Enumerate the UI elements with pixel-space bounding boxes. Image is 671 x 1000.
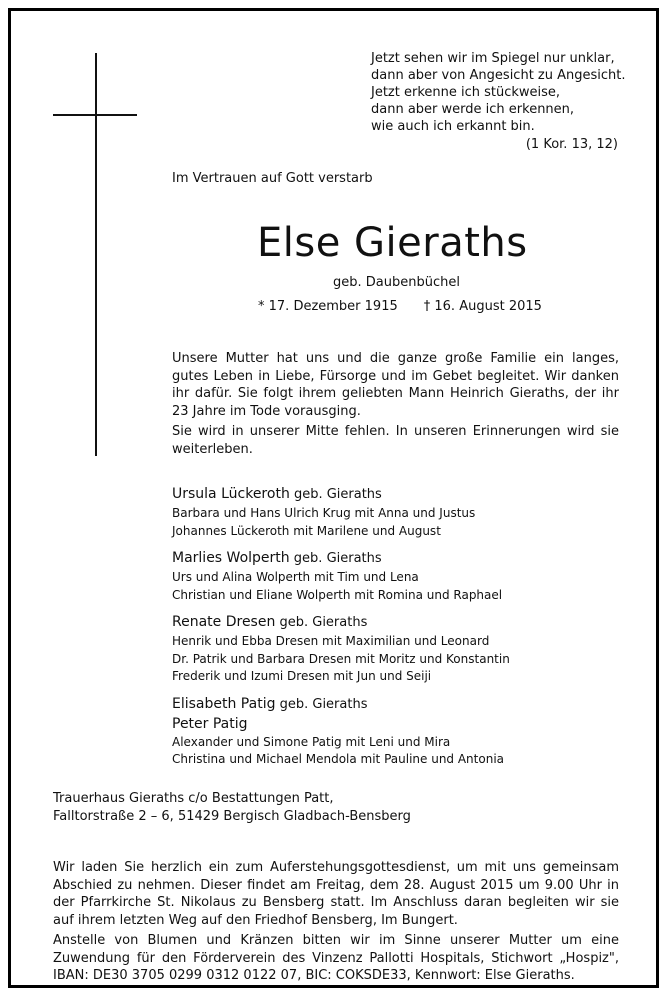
message-paragraph: Sie wird in unserer Mitte fehlen. In unseren Erinnerungen wird sie weiterleben.: [172, 424, 619, 457]
death-date: † 16. August 2015: [423, 299, 542, 314]
birth-date: * 17. Dezember 1915: [258, 299, 398, 314]
family-head: [172, 548, 612, 569]
life-dates: [258, 299, 542, 314]
family-member: Frederik und Izumi Dresen mit Jun und Seiji: [172, 669, 432, 683]
intro-text: Im Vertrauen auf Gott verstarb: [172, 171, 373, 186]
family-head-name: Renate Dresen: [172, 614, 276, 630]
family-head: [172, 694, 612, 715]
family-member: Johannes Lückeroth mit Marilene und August: [172, 523, 441, 538]
verse-reference: (1 Kor. 13, 12): [525, 137, 618, 152]
family-member: Christina und Michael Mendola mit Pauline und Antonia: [172, 752, 505, 766]
family-head-nee: geb. Gieraths: [279, 696, 368, 712]
cross-icon-bar: [53, 114, 137, 116]
message-paragraph: Unsere Mutter hat uns und die ganze große Familie ein langes, gutes Leben in Liebe, Fürsorge und im Gebet begleitet. Wir danken ihr dafür. Sie folgt ihrem geliebten Mann Heinrich Gieraths, der ihr 23 Jahre im Tode vorausging.: [172, 351, 619, 419]
family-member: Alexander und Simone Patig mit Leni und Mira: [172, 734, 451, 749]
verse-line: Jetzt sehen wir im Spiegel nur unklar,: [371, 51, 615, 66]
deceased-name: Else Gieraths: [257, 220, 528, 266]
address-line: Falltorstraße 2 – 6, 51429 Bergisch Gladbach-Bensberg: [53, 809, 411, 824]
bible-verse: [371, 50, 631, 135]
address-line: Trauerhaus Gieraths c/o Bestattungen Patt,: [53, 791, 334, 806]
verse-line: Jetzt erkenne ich stückweise,: [371, 85, 561, 100]
service-invitation: [53, 859, 619, 987]
family-head-nee: geb. Gieraths: [279, 615, 368, 630]
family-head: [172, 612, 612, 633]
family-message: [172, 350, 619, 461]
family-head-nee: geb. Gieraths: [293, 551, 382, 566]
family-head-name: Marlies Wolperth: [172, 550, 290, 566]
family-member: Christian und Eliane Wolperth mit Romina und Raphael: [172, 587, 503, 602]
family-spouse: Peter Patig: [172, 715, 248, 732]
family-group: [172, 694, 612, 769]
maiden-name: geb. Daubenbüchel: [333, 275, 460, 290]
verse-line: dann aber werde ich erkennen,: [371, 102, 575, 117]
mourning-house-address: [53, 790, 411, 826]
family-group: [172, 484, 612, 540]
family-member: Henrik und Ebba Dresen mit Maximilian und Leonard: [172, 634, 490, 648]
family-head: [172, 484, 612, 505]
family-group: [172, 548, 612, 604]
family-head-nee: geb. Gieraths: [293, 487, 382, 502]
family-group: [172, 612, 612, 686]
verse-line: dann aber von Angesicht zu Angesicht.: [371, 68, 626, 83]
invitation-paragraph: Wir laden Sie herzlich ein zum Auferstehungsgottesdienst, um mit uns gemeinsam Abschied zu nehmen. Dieser findet am Freitag, dem 28. August 2015 um 9.00 Uhr in der Pfarrkirche St. Nikolaus zu Bensberg statt. Im Anschluss daran begleiten wir sie auf ihrem letzten Weg auf den Friedhof Bensberg, Im Bungert.: [53, 860, 619, 929]
family-head-name: Elisabeth Patig: [172, 695, 276, 712]
verse-line: wie auch ich erkannt bin.: [371, 119, 535, 134]
family-member: Dr. Patrik und Barbara Dresen mit Moritz und Konstantin: [172, 651, 510, 666]
family-member: Barbara und Hans Ulrich Krug mit Anna und Justus: [172, 506, 476, 520]
family-member: Urs und Alina Wolperth mit Tim und Lena: [172, 570, 419, 584]
donation-paragraph: Anstelle von Blumen und Kränzen bitten wir im Sinne unserer Mutter um eine Zuwendung für den Förderverein des Vinzenz Pallotti Hospitals, Stichwort „Hospiz", IBAN: DE30 3705 0299 0312 0122 07, BIC: COKSDE33, Kennwort: Else Gieraths.: [53, 932, 619, 984]
family-head-name: Ursula Lückeroth: [172, 486, 290, 502]
mourners-list: [172, 484, 612, 777]
